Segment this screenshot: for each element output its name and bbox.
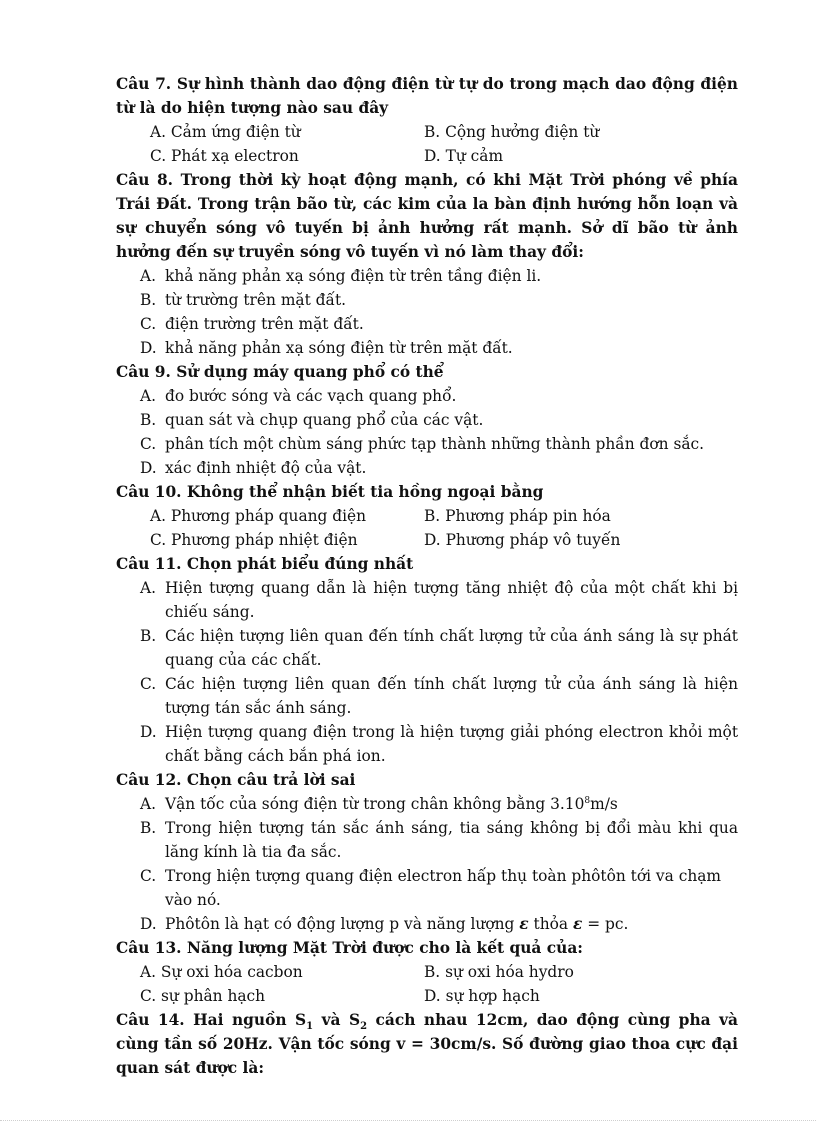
options-row xyxy=(116,120,738,144)
option-b xyxy=(116,624,738,672)
option-b: B. Cộng hưởng điện từ xyxy=(424,123,600,141)
option-text: Hiện tượng quang điện trong là hiện tượng giải phóng electron khỏi một chất bằng cách bắn phá ion. xyxy=(165,723,738,765)
option-letter: B. xyxy=(140,819,157,837)
question-title: Câu 8. Trong thời kỳ hoạt động mạnh, có khi Mặt Trời phóng về phía Trái Đất. Trong trận bão từ, các kim của la bàn định hướng hỗn loạn và sự chuyển sóng vô tuyến bị ảnh hưởng rất mạnh. Sở dĩ bão từ ảnh hưởng đến sự truyền sóng vô tuyến vì nó làm thay đổi: xyxy=(116,171,738,261)
option-text: khả năng phản xạ sóng điện từ trên tầng điện li. xyxy=(165,267,542,285)
options-row xyxy=(116,984,738,1008)
option-text: quan sát và chụp quang phổ của các vật. xyxy=(165,411,484,429)
option-letter: A. xyxy=(140,795,157,813)
option-text xyxy=(165,912,738,936)
subscript: 2 xyxy=(360,1021,368,1033)
question-title-part: và S xyxy=(313,1011,361,1029)
option-text: từ trường trên mặt đất. xyxy=(165,291,347,309)
page-bottom-divider xyxy=(0,1120,816,1121)
option-letter: D. xyxy=(140,459,157,477)
option-b: B. Phương pháp pin hóa xyxy=(424,507,611,525)
question-title xyxy=(116,1008,738,1080)
question-10 xyxy=(116,480,738,552)
question-title-part: Câu 14. Hai nguồn S xyxy=(116,1011,307,1029)
option-letter: C. xyxy=(140,867,157,885)
question-7 xyxy=(116,72,738,168)
options-row xyxy=(116,144,738,168)
option-text-part: thỏa xyxy=(533,915,569,933)
option-text-part: Vận tốc của sóng điện từ trong chân không bằng 3.10 xyxy=(165,795,585,813)
question-11 xyxy=(116,552,738,768)
options-row xyxy=(116,504,738,528)
option-b xyxy=(116,288,738,312)
option-d: D. Tự cảm xyxy=(424,147,504,165)
option-c xyxy=(116,432,738,456)
option-c: C. sự phân hạch xyxy=(140,987,266,1005)
option-text: điện trường trên mặt đất. xyxy=(165,315,364,333)
option-a xyxy=(116,264,738,288)
option-d xyxy=(116,336,738,360)
option-text: đo bước sóng và các vạch quang phổ. xyxy=(165,387,457,405)
exponent: 8 xyxy=(584,795,591,806)
option-text: Trong hiện tượng quang điện electron hấp thụ toàn phôtôn tới va chạm vào nó. xyxy=(165,867,722,909)
option-c: C. Phát xạ electron xyxy=(150,147,299,165)
question-12 xyxy=(116,768,738,936)
epsilon-symbol: ε xyxy=(573,915,583,933)
option-text-part: = pc. xyxy=(587,915,629,933)
question-title: Câu 11. Chọn phát biểu đúng nhất xyxy=(116,555,414,573)
option-letter: B. xyxy=(140,411,157,429)
option-c xyxy=(116,864,738,912)
exam-page xyxy=(116,72,738,1080)
option-letter: A. xyxy=(140,387,157,405)
question-title: Câu 12. Chọn câu trả lời sai xyxy=(116,771,356,789)
option-text: Các hiện tượng liên quan đến tính chất lượng tử của ánh sáng là sự phát quang của các chất. xyxy=(165,627,738,669)
option-d xyxy=(116,912,738,936)
option-text: Trong hiện tượng tán sắc ánh sáng, tia sáng không bị đổi màu khi qua lăng kính là tia đa sắc. xyxy=(165,819,738,861)
question-title: Câu 10. Không thể nhận biết tia hồng ngoại bằng xyxy=(116,483,544,501)
option-a: A. Sự oxi hóa cacbon xyxy=(140,963,303,981)
option-letter: B. xyxy=(140,291,157,309)
option-text: Hiện tượng quang dẫn là hiện tượng tăng nhiệt độ của một chất khi bị chiếu sáng. xyxy=(165,579,738,621)
option-c: C. Phương pháp nhiệt điện xyxy=(150,531,358,549)
question-14 xyxy=(116,1008,738,1080)
option-d xyxy=(116,720,738,768)
option-letter: D. xyxy=(140,723,157,741)
question-title: Câu 9. Sử dụng máy quang phổ có thể xyxy=(116,363,444,381)
option-text xyxy=(165,792,738,816)
option-text: xác định nhiệt độ của vật. xyxy=(165,459,367,477)
option-b: B. sự oxi hóa hydro xyxy=(424,963,574,981)
options-row xyxy=(116,528,738,552)
option-a xyxy=(116,576,738,624)
option-b xyxy=(116,408,738,432)
option-letter: D. xyxy=(140,339,157,357)
option-a xyxy=(116,792,738,816)
option-c xyxy=(116,672,738,720)
option-a xyxy=(116,384,738,408)
option-a: A. Phương pháp quang điện xyxy=(150,507,367,525)
option-b xyxy=(116,816,738,864)
question-title-part: cách nhau 12cm, dao động cùng pha và cùng tần số 20Hz. Vận tốc sóng v = 30cm/s. Số đường giao thoa cực đại quan sát được là: xyxy=(116,1011,738,1077)
options-row xyxy=(116,960,738,984)
option-text: khả năng phản xạ sóng điện từ trên mặt đất. xyxy=(165,339,513,357)
option-text: phân tích một chùm sáng phức tạp thành những thành phần đơn sắc. xyxy=(165,435,705,453)
epsilon-symbol: ε xyxy=(519,915,529,933)
option-text: Các hiện tượng liên quan đến tính chất lượng tử của ánh sáng là hiện tượng tán sắc ánh sáng. xyxy=(165,675,738,717)
option-d: D. Phương pháp vô tuyến xyxy=(424,531,621,549)
option-text-unit: m/s xyxy=(590,795,618,813)
option-a: A. Cảm ứng điện từ xyxy=(150,123,301,141)
option-d xyxy=(116,456,738,480)
option-letter: B. xyxy=(140,627,157,645)
option-letter: C. xyxy=(140,315,157,333)
option-c xyxy=(116,312,738,336)
option-letter: A. xyxy=(140,579,157,597)
question-title: Câu 7. Sự hình thành dao động điện từ tự do trong mạch dao động điện từ là do hiện tượng nào sau đây xyxy=(116,75,738,117)
question-13 xyxy=(116,936,738,1008)
question-8 xyxy=(116,168,738,360)
question-9 xyxy=(116,360,738,480)
option-text-part: Phôtôn là hạt có động lượng p và năng lượng xyxy=(165,915,515,933)
option-letter: C. xyxy=(140,675,157,693)
question-title: Câu 13. Năng lượng Mặt Trời được cho là kết quả của: xyxy=(116,939,583,957)
subscript: 1 xyxy=(306,1021,314,1033)
option-letter: A. xyxy=(140,267,157,285)
option-letter: C. xyxy=(140,435,157,453)
option-d: D. sự hợp hạch xyxy=(424,987,540,1005)
option-letter: D. xyxy=(140,915,157,933)
